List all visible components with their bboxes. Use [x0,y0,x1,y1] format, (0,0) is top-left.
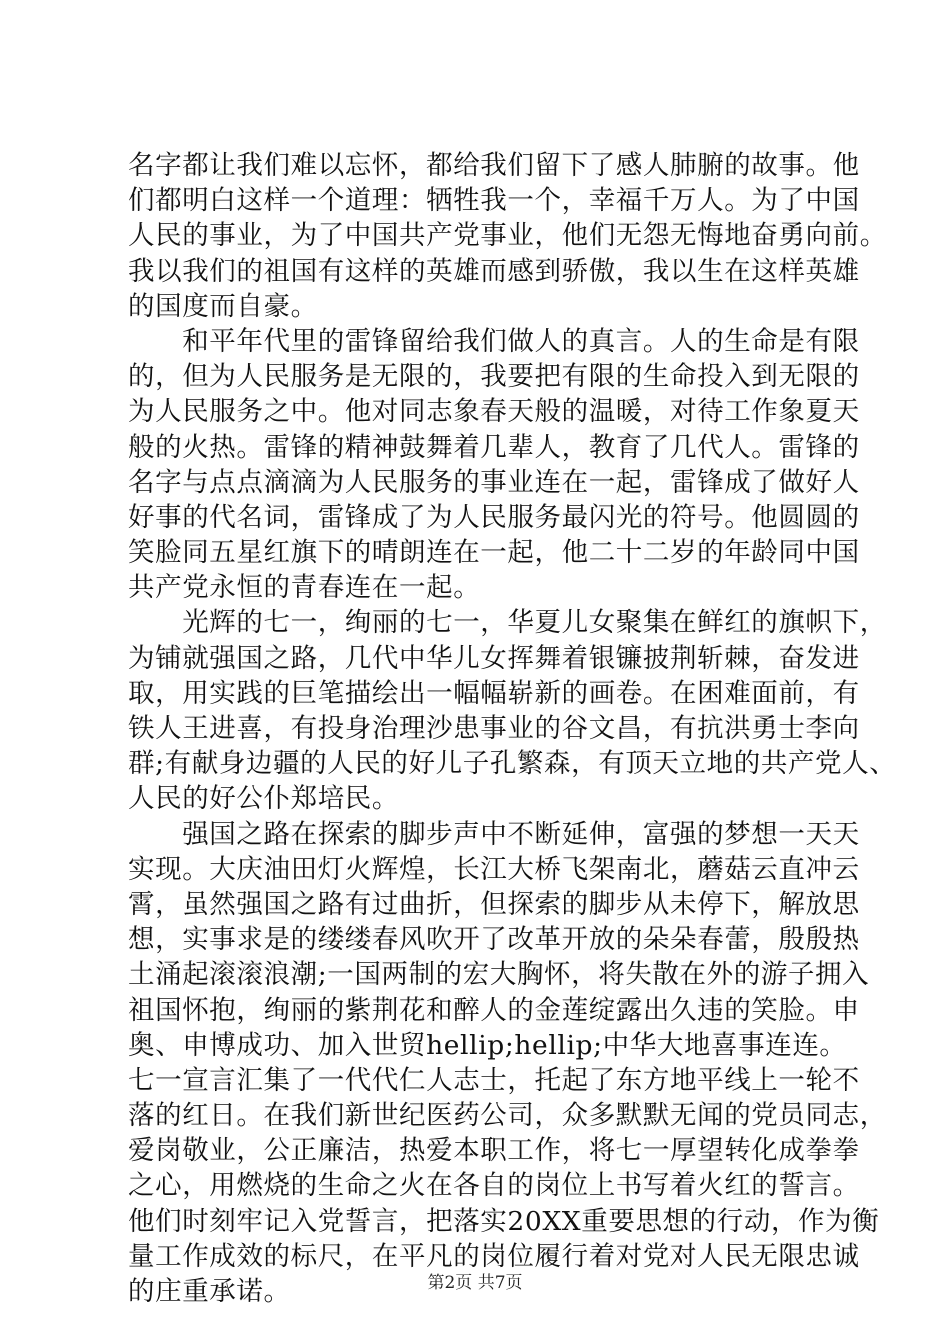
text-line: 落的红日。在我们新世纪医药公司，众多默默无闻的党员同志， [128,1100,887,1132]
text-line: 我以我们的祖国有这样的英雄而感到骄傲，我以生在这样英雄 [128,255,860,287]
text-line: 的，但为人民服务是无限的，我要把有限的生命投入到无限的 [128,361,860,393]
text-line: 名字都让我们难以忘怀，都给我们留下了感人肺腑的故事。他 [128,150,860,181]
text-line: 强国之路在探索的脚步声中不断延伸，富强的梦想一天天 [128,818,860,850]
text-line: 实现。大庆油田灯火辉煌，长江大桥飞架南北，蘑菇云直冲云 [128,853,860,885]
text-line: 量工作成效的标尺，在平凡的岗位履行着对党对人民无限忠诚 [128,1240,860,1272]
text-line: 们都明白这样一个道理：牺牲我一个，幸福千万人。为了中国 [128,185,860,217]
text-line: 的庄重承诺。 [128,1276,291,1307]
text-line: 祖国怀抱，绚丽的紫荆花和醉人的金莲绽露出久违的笑脸。申 [128,994,860,1026]
text-line: 笑脸同五星红旗下的晴朗连在一起，他二十二岁的年龄同中国 [128,537,860,569]
text-line: 好事的代名词，雷锋成了为人民服务最闪光的符号。他圆圆的 [128,501,860,533]
text-line: 般的火热。雷锋的精神鼓舞着几辈人，教育了几代人。雷锋的 [128,431,860,463]
text-line: 为铺就强国之路，几代中华儿女挥舞着银镰披荆斩棘，奋发进 [128,642,860,674]
text-line: 共产党永恒的青春连在一起。 [128,572,481,604]
text-line: 群;有献身边疆的人民的好儿子孔繁森，有顶天立地的共产党人、 [128,748,897,780]
text-line: 光辉的七一，绚丽的七一，华夏儿女聚集在鲜红的旗帜下， [128,607,887,639]
text-line: 想，实事求是的缕缕春风吹开了改革开放的朵朵春蕾，殷殷热 [128,924,860,956]
text-line: 七一宣言汇集了一代代仁人志士，托起了东方地平线上一轮不 [128,1064,860,1096]
text-line: 爱岗敬业，公正廉洁，热爱本职工作，将七一厚望转化成拳拳 [128,1135,860,1167]
text-line: 取，用实践的巨笔描绘出一幅幅崭新的画卷。在困难面前，有 [128,677,860,709]
text-line: 人民的事业，为了中国共产党事业，他们无怨无悔地奋勇向前。 [128,220,887,252]
text-line: 的国度而自豪。 [128,290,318,322]
text-line: 之心，用燃烧的生命之火在各自的岗位上书写着火红的誓言。 [128,1170,860,1202]
text-line: 人民的好公仆郑培民。 [128,783,399,815]
text-line: 铁人王进喜，有投身治理沙患事业的谷文昌，有抗洪勇士李向 [128,713,860,744]
text-line: 霄，虽然强国之路有过曲折，但探索的脚步从未停下，解放思 [128,888,860,920]
body-text [128,148,897,1309]
text-line: 为人民服务之中。他对同志象春天般的温暖，对待工作象夏天 [128,396,860,428]
text-line: 他们时刻牢记入党誓言，把落实20XX重要思想的行动，作为衡 [128,1205,880,1237]
text-line: 和平年代里的雷锋留给我们做人的真言。人的生命是有限 [128,325,860,357]
page-number-footer: 第2页 共7页 [427,1273,523,1293]
text-line: 奥、申博成功、加入世贸hellip;hellip;中华大地喜事连连。 [128,1029,847,1061]
text-line: 土涌起滚滚浪潮;一国两制的宏大胸怀，将失散在外的游子拥入 [128,959,870,991]
text-line: 名字与点点滴滴为人民服务的事业连在一起，雷锋成了做好人 [128,466,860,498]
